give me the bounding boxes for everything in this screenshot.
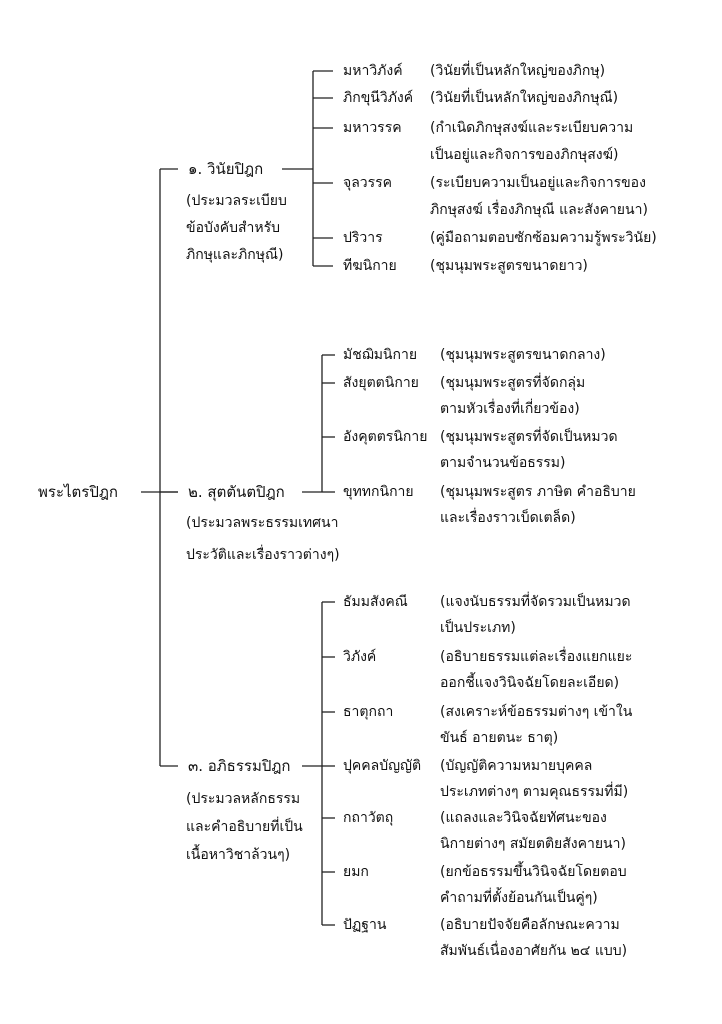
branch-title-suttanta: ๒. สุตตันตปิฎก bbox=[188, 483, 285, 501]
leaf-desc: (วินัยที่เป็นหลักใหญ่ของภิกษุณี) bbox=[430, 90, 619, 106]
leaf-desc: และเรื่องราวเบ็ดเตล็ด) bbox=[440, 510, 576, 526]
leaf-desc: (ยกข้อธรรมขึ้นวินิจฉัยโดยตอบ bbox=[440, 864, 627, 880]
leaf-desc: ตามจำนวนข้อธรรม) bbox=[440, 455, 566, 471]
leaf-desc: (คู่มือถามตอบซักซ้อมความรู้พระวินัย) bbox=[430, 230, 657, 246]
leaf-desc: (แถลงและวินิจฉัยทัศนะของ bbox=[440, 810, 607, 826]
branch-desc-suttanta: (ประมวลพระธรรมเทศนา bbox=[186, 515, 339, 531]
leaf-name: ธาตุกถา bbox=[343, 704, 394, 720]
leaf-desc: ออกชี้แจงวินิจฉัยโดยละเอียด) bbox=[440, 675, 620, 691]
leaf-desc: นิกายต่างๆ สมัยตติยสังคายนา) bbox=[440, 836, 626, 852]
branch-title-vinaya: ๑. วินัยปิฎก bbox=[188, 160, 264, 178]
leaf-name: ทีฆนิกาย bbox=[343, 258, 397, 274]
leaf-desc: (ชุมนุมพระสูตรที่จัดกลุ่ม bbox=[440, 375, 586, 391]
leaf-desc: (ชุมนุมพระสูตรขนาดยาว) bbox=[430, 258, 588, 274]
branch-desc-suttanta: ประวัติและเรื่องราวต่างๆ) bbox=[186, 547, 340, 563]
leaf-name: สังยุตตนิกาย bbox=[343, 375, 419, 391]
leaf-desc: (ชุมนุมพระสูตรขนาดกลาง) bbox=[440, 347, 606, 363]
leaf-desc: เป็นประเภท) bbox=[440, 620, 516, 636]
leaf-name: วิภังค์ bbox=[343, 649, 377, 665]
leaf-name: กถาวัตถุ bbox=[343, 810, 394, 826]
leaf-name: ปัฏฐาน bbox=[343, 917, 387, 933]
leaf-desc: (ชุมนุมพระสูตร ภาษิต คำอธิบาย bbox=[440, 484, 636, 500]
branch-desc-vinaya: ข้อบังคับสำหรับ bbox=[186, 220, 280, 236]
leaf-desc: (อธิบายปัจจัยคือลักษณะความ bbox=[440, 917, 620, 933]
branch-title-abhidhamma: ๓. อภิธรรมปิฎก bbox=[188, 757, 291, 775]
leaf-name: มัชฌิมนิกาย bbox=[343, 347, 418, 363]
root-node: พระไตรปิฎก bbox=[38, 483, 119, 501]
leaf-name: ปุคคลบัญญัติ bbox=[343, 758, 422, 774]
leaf-desc: ประเภทต่างๆ ตามคุณธรรมที่มี) bbox=[440, 784, 629, 800]
leaf-name: ยมก bbox=[343, 864, 369, 880]
leaf-desc: (วินัยที่เป็นหลักใหญ่ของภิกษุ) bbox=[430, 63, 606, 79]
branch-desc-abhidhamma: เนื้อหาวิชาล้วนๆ) bbox=[186, 847, 291, 863]
leaf-desc: เป็นอยู่และกิจการของภิกษุสงฆ์) bbox=[430, 147, 619, 163]
leaf-name: มหาวรรค bbox=[343, 120, 402, 136]
leaf-desc: (อธิบายธรรมแต่ละเรื่องแยกแยะ bbox=[440, 649, 633, 665]
leaf-name: มหาวิภังค์ bbox=[343, 63, 403, 79]
leaf-name: ธัมมสังคณี bbox=[343, 594, 408, 610]
leaf-name: ขุททกนิกาย bbox=[343, 484, 414, 500]
leaf-desc: ภิกษุสงฆ์ เรื่องภิกษุณี และสังคายนา) bbox=[430, 202, 648, 218]
branch-desc-abhidhamma: และคำอธิบายที่เป็น bbox=[186, 819, 303, 835]
branch-desc-abhidhamma: (ประมวลหลักธรรม bbox=[186, 791, 301, 807]
leaf-desc: (สงเคราะห์ข้อธรรมต่างๆ เข้าใน bbox=[440, 704, 633, 720]
leaf-desc: คำถามที่ตั้งย้อนกันเป็นคู่ๆ) bbox=[440, 890, 598, 906]
leaf-desc: (บัญญัติความหมายบุคคล bbox=[440, 758, 593, 774]
leaf-desc: ขันธ์ อายตนะ ธาตุ) bbox=[440, 730, 559, 746]
leaf-desc: ตามหัวเรื่องที่เกี่ยวข้อง) bbox=[440, 401, 580, 417]
leaf-desc: (ชุมนุมพระสูตรที่จัดเป็นหมวด bbox=[440, 429, 618, 445]
branch-desc-vinaya: ภิกษุและภิกษุณี) bbox=[186, 247, 284, 263]
leaf-desc: (กำเนิดภิกษุสงฆ์และระเบียบความ bbox=[430, 120, 634, 136]
leaf-name: ปริวาร bbox=[343, 230, 383, 246]
leaf-desc: (แจงนับธรรมที่จัดรวมเป็นหมวด bbox=[440, 594, 631, 610]
leaf-name: อังคุตตรนิกาย bbox=[343, 429, 428, 445]
leaf-name: ภิกขุนีวิภังค์ bbox=[343, 90, 414, 106]
leaf-name: จุลวรรค bbox=[343, 175, 393, 191]
leaf-desc: สัมพันธ์เนื่องอาศัยกัน ๒๔ แบบ) bbox=[440, 943, 628, 959]
leaf-desc: (ระเบียบความเป็นอยู่และกิจการของ bbox=[430, 175, 646, 191]
branch-desc-vinaya: (ประมวลระเบียบ bbox=[186, 193, 287, 209]
